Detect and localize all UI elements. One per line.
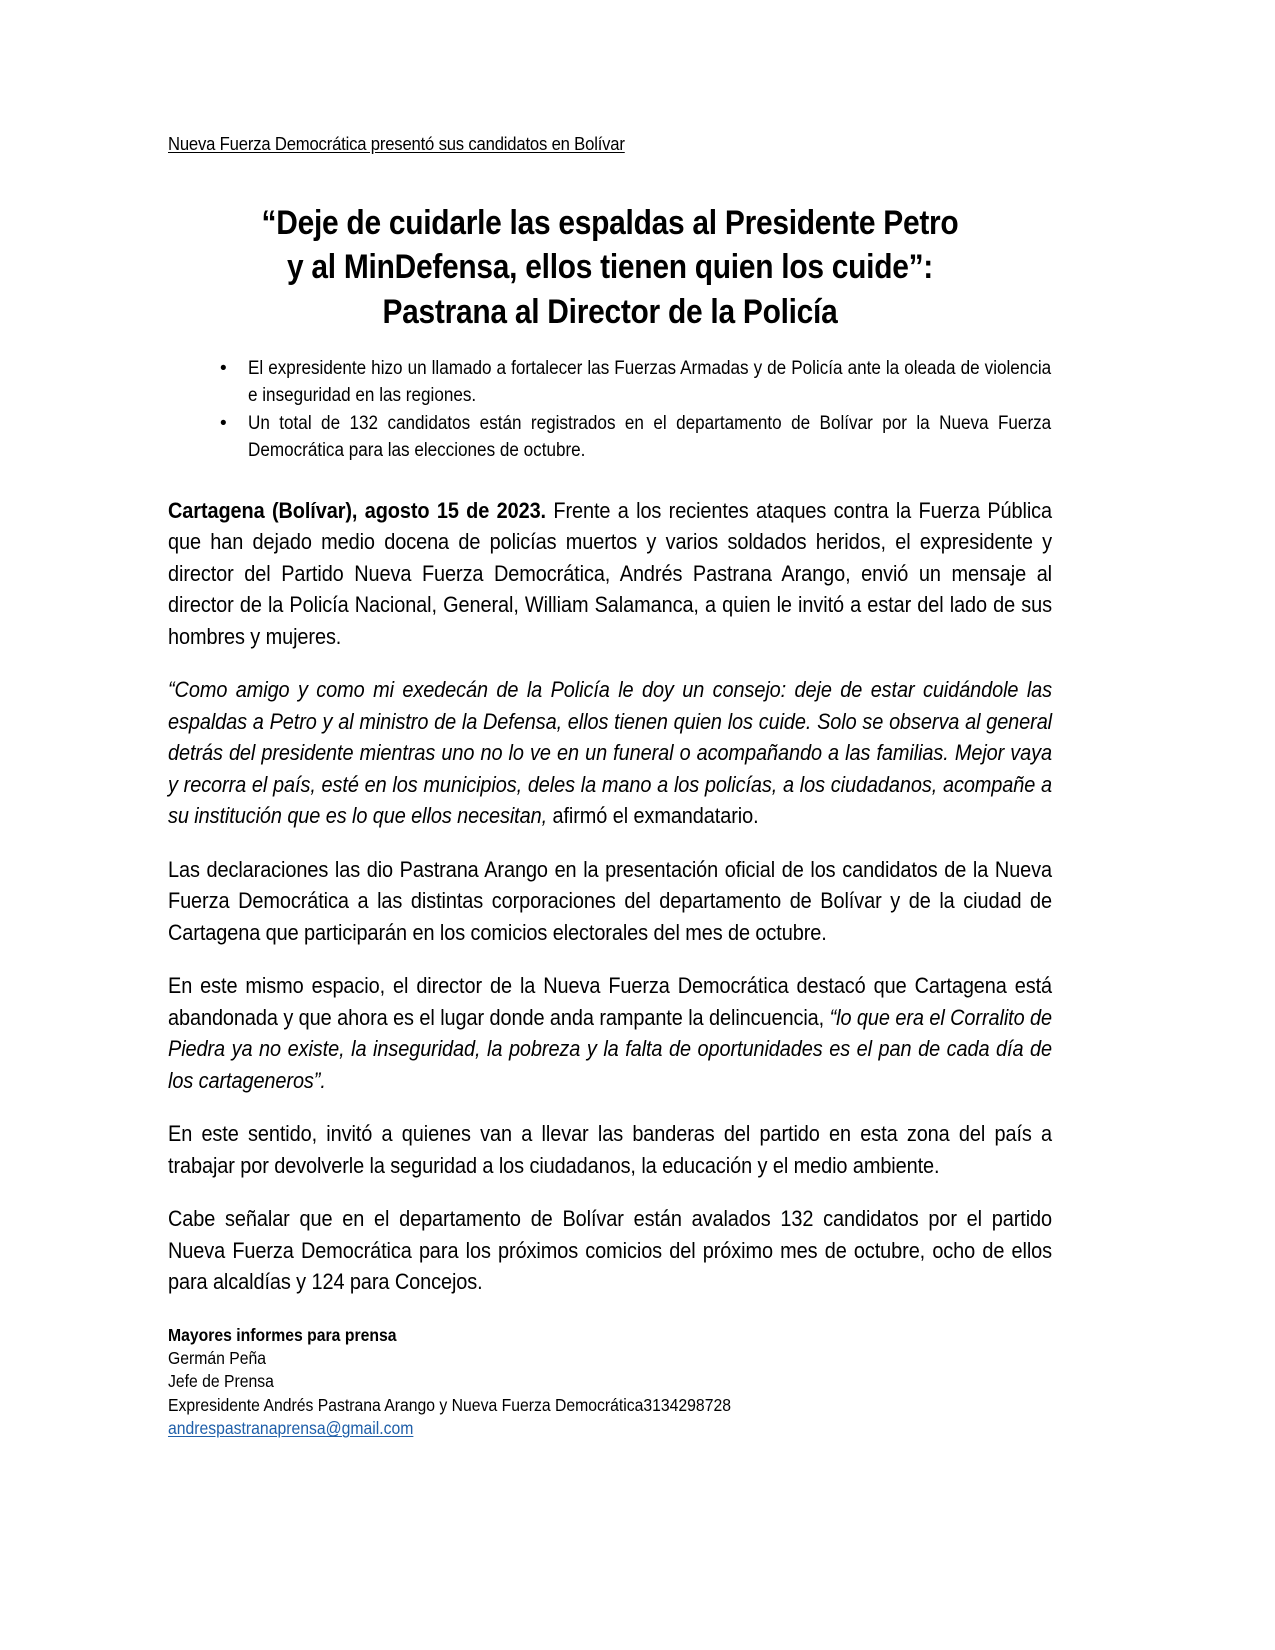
paragraph-candidates — [168, 1203, 1052, 1298]
quote-attribution: afirmó el exmandatario. — [547, 803, 759, 829]
summary-bullet-list — [168, 356, 1052, 465]
list-item — [214, 356, 1052, 410]
dateline-lead: Cartagena (Bolívar), agosto 15 de 2023. — [168, 497, 547, 523]
paragraph-invitation — [168, 1118, 1052, 1181]
bullet-text: Un total de 132 candidatos están registrados en el departamento de Bolívar por la Nueva Fuerza Democrática para las elecciones de octubre. — [248, 412, 1052, 461]
footer-heading: Mayores informes para prensa — [168, 1324, 397, 1345]
paragraph-text — [168, 970, 1052, 1096]
quote-italic: “lo que era el Corralito de Piedra ya no existe, la inseguridad, la pobreza y la falta de oportunidades es el pan de cada día de los cartageneros”. — [168, 1004, 1053, 1093]
paragraph-declarations — [168, 854, 1052, 949]
paragraph-dateline — [168, 495, 1052, 653]
headline-line-3: Pastrana al Director de la Policía — [382, 292, 838, 331]
headline-line-1: “Deje de cuidarle las espaldas al Presidente Petro — [261, 204, 959, 243]
bullet-marker-icon: • — [220, 412, 227, 434]
headline-line-2: y al MinDefensa, ellos tienen quien los cuide”: — [286, 248, 933, 287]
paragraph-cartagena — [168, 970, 1052, 1096]
paragraph-text: Las declaraciones las dio Pastrana Arango en la presentación oficial de los candidatos de la Nueva Fuerza Democrática a las distintas corporaciones del departamento de Bolívar y de la ciudad de Cartagena que participarán en los comicios electorales del mes de octubre. — [168, 856, 1053, 945]
page-title — [168, 201, 1052, 334]
paragraph-body: Frente a los recientes ataques contra la Fuerza Pública que han dejado medio docena de policías muertos y varios soldados heridos, el expresidente y director del Partido Nueva Fuerza Democrática, Andrés Pastrana Arango, envió un mensaje al director de la Policía Nacional, General, William Salamanca, a quien le invitó a estar del lado de sus hombres y mujeres. — [168, 497, 1053, 649]
document-content — [168, 132, 1052, 1441]
bullet-text: El expresidente hizo un llamado a fortalecer las Fuerzas Armadas y de Policía ante la oleada de violencia e inseguridad en las regiones. — [248, 357, 1052, 406]
list-item — [214, 411, 1052, 465]
footer-affiliation: Expresidente Andrés Pastrana Arango y Nueva Fuerza Democrática3134298728 — [168, 1394, 731, 1415]
quote-italic: “Como amigo y como mi exedecán de la Policía le doy un consejo: deje de estar cuidándole las espaldas a Petro y al ministro de la Defensa, ellos tienen quien los cuide. Solo se observa al general detrás del presidente mientras uno no lo ve en un funeral o acompañando a las familias. Mejor vaya y recorra el país, esté en los municipios, deles la mano a los policías, a los ciudadanos, acompañe a su institución que es lo que ellos necesitan, — [168, 677, 1053, 829]
footer-contact-name: Germán Peña — [168, 1348, 267, 1368]
footer-contact-role: Jefe de Prensa — [168, 1371, 274, 1392]
footer-email-line — [168, 1417, 1051, 1440]
paragraph-body: En este mismo espacio, el director de la Nueva Fuerza Democrática destacó que Cartagena está abandonada y que ahora es el lugar donde anda rampante la delincuencia, — [168, 973, 1053, 1030]
paragraph-text — [168, 495, 1052, 653]
email-link[interactable]: andrespastranaprensa@gmail.com — [168, 1418, 414, 1439]
paragraph-text — [168, 674, 1052, 832]
paragraph-quote-main — [168, 674, 1052, 832]
kicker-line: Nueva Fuerza Democrática presentó sus candidatos en Bolívar — [168, 133, 625, 154]
bullet-marker-icon: • — [220, 357, 227, 379]
paragraph-text: En este sentido, invitó a quienes van a llevar las banderas del partido en esta zona del país a trabajar por devolverle la seguridad a los ciudadanos, la educación y el medio ambiente. — [168, 1121, 1053, 1178]
paragraph-text: Cabe señalar que en el departamento de Bolívar están avalados 132 candidatos por el partido Nueva Fuerza Democrática para los próximos comicios del próximo mes de octubre, ocho de ellos para alcaldías y 124 para Concejos. — [168, 1206, 1053, 1295]
press-contact-footer — [168, 1324, 1052, 1441]
